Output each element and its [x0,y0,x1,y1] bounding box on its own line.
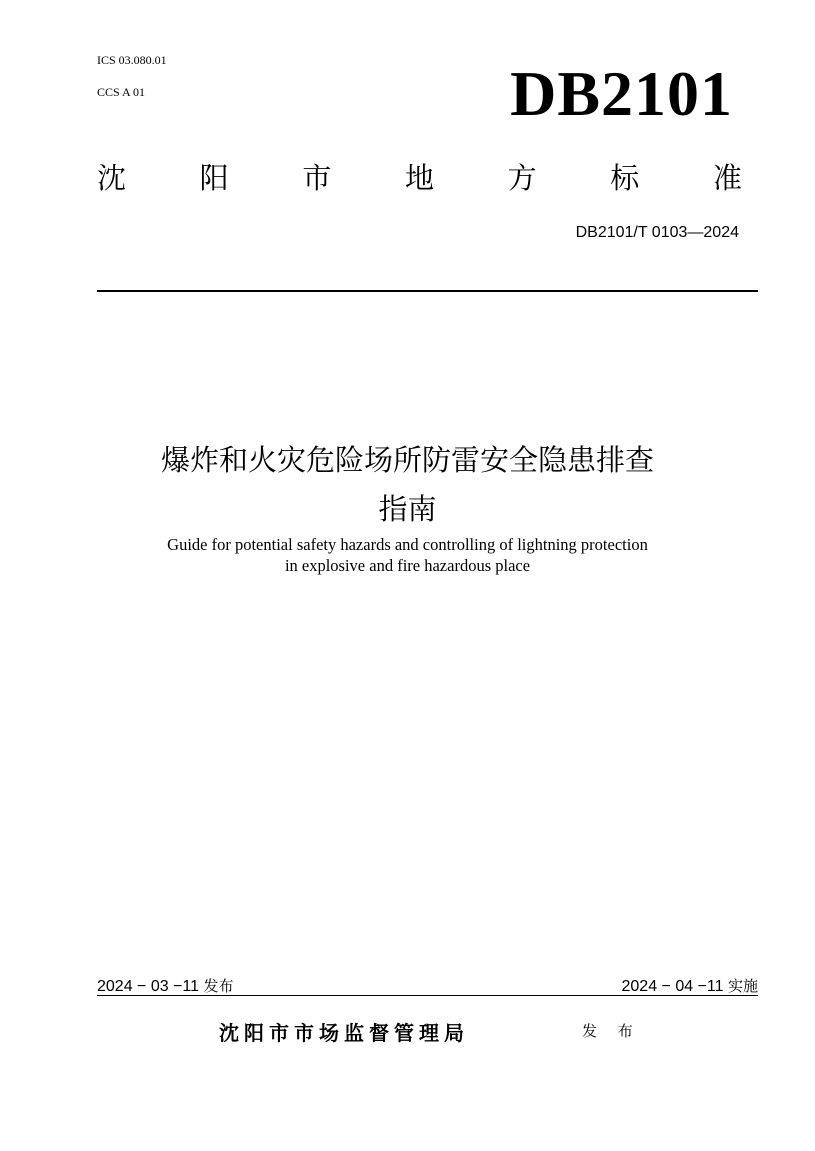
implement-label: 实施 [727,977,758,995]
standard-type-char: 沈 [97,161,127,195]
title-cn-line-1: 爆炸和火灾危险场所防雷安全隐患排查 [160,443,654,477]
title-cn-line-2: 指南 [378,492,437,526]
title-en-line-1: Guide for potential safety hazards and controlling of lightning protection [167,535,648,554]
issue-label: 发布 [203,977,234,995]
issue-date-value: 2024 − 03 −11 [97,978,200,995]
issue-date [97,975,234,996]
bottom-divider [97,995,758,996]
standard-number: DB2101/T 0103—2024 [575,224,739,241]
standard-type-char: 方 [507,161,537,195]
implement-date [622,975,759,996]
standard-type-char: 标 [610,161,640,195]
ccs-code: CCS A 01 [97,85,146,99]
ics-code: ICS 03.080.01 [97,53,167,67]
standard-type-heading [97,161,742,195]
standard-type-char: 阳 [199,161,229,195]
implement-date-value: 2024 − 04 −11 [621,978,724,995]
top-divider [97,290,758,292]
publish-word: 发 布 [582,1022,641,1040]
standard-type-char: 准 [712,161,742,195]
standard-type-char: 市 [302,161,332,195]
standard-type-char: 地 [404,161,434,195]
publisher-name: 沈阳市市场监督管理局 [219,1021,469,1045]
standard-code-logo: DB2101 [510,58,733,129]
title-en-line-2: in explosive and fire hazardous place [284,556,531,575]
